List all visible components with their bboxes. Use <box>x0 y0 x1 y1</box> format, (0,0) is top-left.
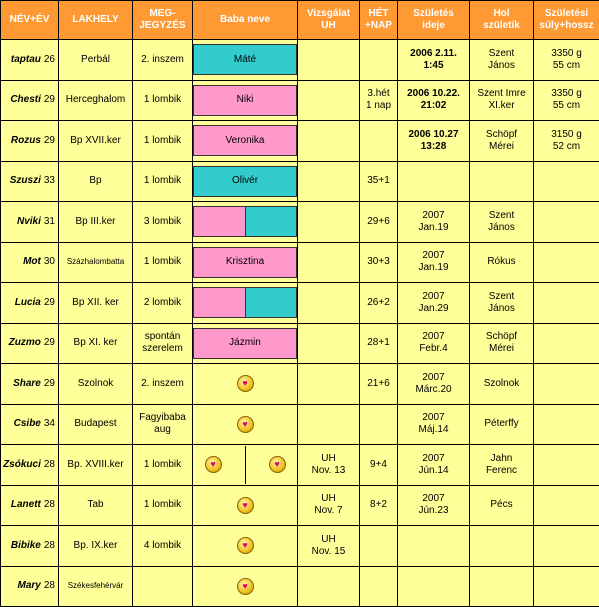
week-cell: 8+2 <box>360 485 398 526</box>
nick-cell <box>1 323 59 364</box>
place-cell: Szent János <box>470 283 534 324</box>
note-cell: 1 lombik <box>133 161 193 202</box>
baby-cell <box>193 485 298 526</box>
place-cell <box>470 526 534 567</box>
week-cell <box>360 526 398 567</box>
baby-cell <box>193 526 298 567</box>
week-cell: 3.hét 1 nap <box>360 80 398 121</box>
city-cell: Bp. IX.ker <box>59 526 133 567</box>
note-cell: 1 lombik <box>133 445 193 486</box>
city-cell: Bp <box>59 161 133 202</box>
weight-cell: 3150 g 52 cm <box>534 121 599 162</box>
baby-cell <box>193 404 298 445</box>
header-baby: Baba neve <box>193 1 298 40</box>
week-cell: 26+2 <box>360 283 398 324</box>
weight-cell <box>534 364 599 405</box>
place-cell: Szent János <box>470 40 534 81</box>
table-row <box>1 445 599 486</box>
exam-cell <box>298 323 360 364</box>
nick-cell <box>1 242 59 283</box>
weight-cell <box>534 202 599 243</box>
exam-cell <box>298 566 360 607</box>
age: 29 <box>44 337 55 348</box>
table-row <box>1 121 599 162</box>
age: 28 <box>44 540 55 551</box>
nick-cell <box>1 485 59 526</box>
exam-cell <box>298 80 360 121</box>
nickname: Mary <box>18 580 41 591</box>
baby-name-boy: Olivér <box>193 166 297 197</box>
nickname: Chesti <box>10 94 41 105</box>
baby-girl-half <box>194 207 245 236</box>
city-cell: Bp XVII.ker <box>59 121 133 162</box>
week-cell <box>360 121 398 162</box>
twin-hearts <box>193 446 297 484</box>
weight-cell: 3350 g 55 cm <box>534 80 599 121</box>
nickname: Csibe <box>14 418 41 429</box>
week-cell <box>360 404 398 445</box>
weight-cell <box>534 242 599 283</box>
note-cell: 1 lombik <box>133 121 193 162</box>
weight-cell <box>534 323 599 364</box>
table-row <box>1 40 599 81</box>
note-cell: Fagyibaba aug <box>133 404 193 445</box>
city-cell: Bp XII. ker <box>59 283 133 324</box>
table-row <box>1 566 599 607</box>
weight-cell <box>534 485 599 526</box>
header-row <box>1 1 599 40</box>
weight-cell <box>534 566 599 607</box>
week-cell <box>360 40 398 81</box>
header-weight: Születési súly+hossz <box>534 1 599 40</box>
nickname: taptau <box>11 54 41 65</box>
age: 34 <box>44 418 55 429</box>
weight-cell <box>534 404 599 445</box>
header-nick: NÉV+ÉV <box>1 1 59 40</box>
nick-cell <box>1 364 59 405</box>
header-note: MEG- JEGYZÉS <box>133 1 193 40</box>
age: 28 <box>44 499 55 510</box>
table-row <box>1 283 599 324</box>
birth-cell: 2007 Márc.20 <box>398 364 470 405</box>
nickname: Lanett <box>11 499 41 510</box>
exam-cell <box>298 161 360 202</box>
weight-cell <box>534 445 599 486</box>
birth-cell: 2007 Febr.4 <box>398 323 470 364</box>
baby-name-girl: Krisztina <box>193 247 297 278</box>
nick-cell <box>1 121 59 162</box>
note-cell: spontán szerelem <box>133 323 193 364</box>
table-row <box>1 202 599 243</box>
nick-cell <box>1 40 59 81</box>
birth-cell: 2006 10.22. 21:02 <box>398 80 470 121</box>
birth-cell: 2006 10.27 13:28 <box>398 121 470 162</box>
birth-cell <box>398 566 470 607</box>
place-cell: Rókus <box>470 242 534 283</box>
birth-cell <box>398 526 470 567</box>
birth-cell <box>398 161 470 202</box>
heart-icon[interactable]: ♥ <box>205 456 222 473</box>
nick-cell <box>1 566 59 607</box>
city-cell: Bp XI. ker <box>59 323 133 364</box>
header-birthtime: Születés ideje <box>398 1 470 40</box>
baby-cell <box>193 80 298 121</box>
city-cell: Budapest <box>59 404 133 445</box>
city-cell: Székesfehérvár <box>59 566 133 607</box>
heart-icon[interactable]: ♥ <box>237 416 254 433</box>
heart-icon[interactable]: ♥ <box>237 497 254 514</box>
age: 33 <box>44 175 55 186</box>
nickname: Share <box>13 378 41 389</box>
nickname: Nviki <box>17 216 41 227</box>
weight-cell <box>534 283 599 324</box>
exam-cell <box>298 364 360 405</box>
exam-cell: UH Nov. 15 <box>298 526 360 567</box>
baby-cell <box>193 242 298 283</box>
nickname: Zsókuci <box>3 459 41 470</box>
nickname: Bibike <box>11 540 41 551</box>
note-cell: 2. inszem <box>133 364 193 405</box>
exam-cell <box>298 242 360 283</box>
header-place: Hol születik <box>470 1 534 40</box>
nick-cell <box>1 445 59 486</box>
baby-twin-split <box>193 206 297 237</box>
table-row <box>1 404 599 445</box>
baby-cell <box>193 121 298 162</box>
week-cell: 35+1 <box>360 161 398 202</box>
birth-cell: 2007 Jan.19 <box>398 242 470 283</box>
note-cell: 1 lombik <box>133 485 193 526</box>
baby-name-girl: Veronika <box>193 125 297 156</box>
birth-cell: 2006 2.11. 1:45 <box>398 40 470 81</box>
weight-cell <box>534 526 599 567</box>
heart-icon[interactable]: ♥ <box>237 375 254 392</box>
note-cell <box>133 566 193 607</box>
note-cell: 4 lombik <box>133 526 193 567</box>
note-cell: 3 lombik <box>133 202 193 243</box>
nick-cell <box>1 161 59 202</box>
exam-cell <box>298 404 360 445</box>
baby-cell <box>193 364 298 405</box>
header-week: HÉT +NAP <box>360 1 398 40</box>
table-row <box>1 526 599 567</box>
nick-cell <box>1 526 59 567</box>
age: 29 <box>44 378 55 389</box>
exam-cell <box>298 40 360 81</box>
city-cell: Herceghalom <box>59 80 133 121</box>
place-cell: Szolnok <box>470 364 534 405</box>
baby-cell <box>193 161 298 202</box>
birth-cell: 2007 Jún.14 <box>398 445 470 486</box>
place-cell: Schöpf Mérei <box>470 323 534 364</box>
exam-cell <box>298 202 360 243</box>
divider <box>245 446 246 484</box>
week-cell: 28+1 <box>360 323 398 364</box>
age: 29 <box>44 297 55 308</box>
baby-cell <box>193 202 298 243</box>
header-city: LAKHELY <box>59 1 133 40</box>
age: 26 <box>44 54 55 65</box>
table-row <box>1 485 599 526</box>
birth-cell: 2007 Jan.29 <box>398 283 470 324</box>
heart-icon[interactable]: ♥ <box>237 578 254 595</box>
city-cell: Szolnok <box>59 364 133 405</box>
place-cell: Pécs <box>470 485 534 526</box>
week-cell: 21+6 <box>360 364 398 405</box>
age: 28 <box>44 580 55 591</box>
age: 29 <box>44 94 55 105</box>
place-cell: Szent János <box>470 202 534 243</box>
nickname: Zuzmo <box>9 337 41 348</box>
birth-cell: 2007 Jan.19 <box>398 202 470 243</box>
age: 31 <box>44 216 55 227</box>
heart-icon[interactable]: ♥ <box>269 456 286 473</box>
city-cell: Tab <box>59 485 133 526</box>
nickname: Mot <box>23 256 41 267</box>
city-cell: Százhalombatta <box>59 242 133 283</box>
exam-cell <box>298 121 360 162</box>
week-cell: 9+4 <box>360 445 398 486</box>
age: 29 <box>44 135 55 146</box>
place-cell: Jahn Ferenc <box>470 445 534 486</box>
city-cell: Perbál <box>59 40 133 81</box>
nick-cell <box>1 202 59 243</box>
place-cell: Szent Imre XI.ker <box>470 80 534 121</box>
baby-cell <box>193 445 298 486</box>
nickname: Szuszi <box>10 175 41 186</box>
baby-cell <box>193 323 298 364</box>
table-row <box>1 80 599 121</box>
baby-cell <box>193 40 298 81</box>
weight-cell: 3350 g 55 cm <box>534 40 599 81</box>
nick-cell <box>1 80 59 121</box>
table-row <box>1 364 599 405</box>
baby-boy-half <box>245 288 297 317</box>
city-cell: Bp III.ker <box>59 202 133 243</box>
weight-cell <box>534 161 599 202</box>
nickname: Lucia <box>15 297 41 308</box>
baby-boy-half <box>245 207 297 236</box>
baby-girl-half <box>194 288 245 317</box>
note-cell: 2 lombik <box>133 283 193 324</box>
birth-cell: 2007 Máj.14 <box>398 404 470 445</box>
note-cell: 2. inszem <box>133 40 193 81</box>
baby-name-boy: Máté <box>193 44 297 75</box>
birth-cell: 2007 Jún.23 <box>398 485 470 526</box>
table-row <box>1 161 599 202</box>
baby-name-girl: Niki <box>193 85 297 116</box>
city-cell: Bp. XVIII.ker <box>59 445 133 486</box>
nick-cell <box>1 404 59 445</box>
baby-cell <box>193 566 298 607</box>
baby-cell <box>193 283 298 324</box>
exam-cell: UH Nov. 13 <box>298 445 360 486</box>
age: 28 <box>44 459 55 470</box>
heart-icon[interactable]: ♥ <box>237 537 254 554</box>
week-cell: 29+6 <box>360 202 398 243</box>
age: 30 <box>44 256 55 267</box>
header-exam: Vizsgálat UH <box>298 1 360 40</box>
nick-cell <box>1 283 59 324</box>
week-cell: 30+3 <box>360 242 398 283</box>
table-row <box>1 242 599 283</box>
exam-cell: UH Nov. 7 <box>298 485 360 526</box>
note-cell: 1 lombik <box>133 80 193 121</box>
baby-name-girl: Jázmin <box>193 328 297 359</box>
nickname: Rozus <box>11 135 41 146</box>
place-cell <box>470 566 534 607</box>
place-cell: Schöpf Mérei <box>470 121 534 162</box>
exam-cell <box>298 283 360 324</box>
place-cell <box>470 161 534 202</box>
week-cell <box>360 566 398 607</box>
baby-twin-split <box>193 287 297 318</box>
place-cell: Péterffy <box>470 404 534 445</box>
note-cell: 1 lombik <box>133 242 193 283</box>
table-row <box>1 323 599 364</box>
